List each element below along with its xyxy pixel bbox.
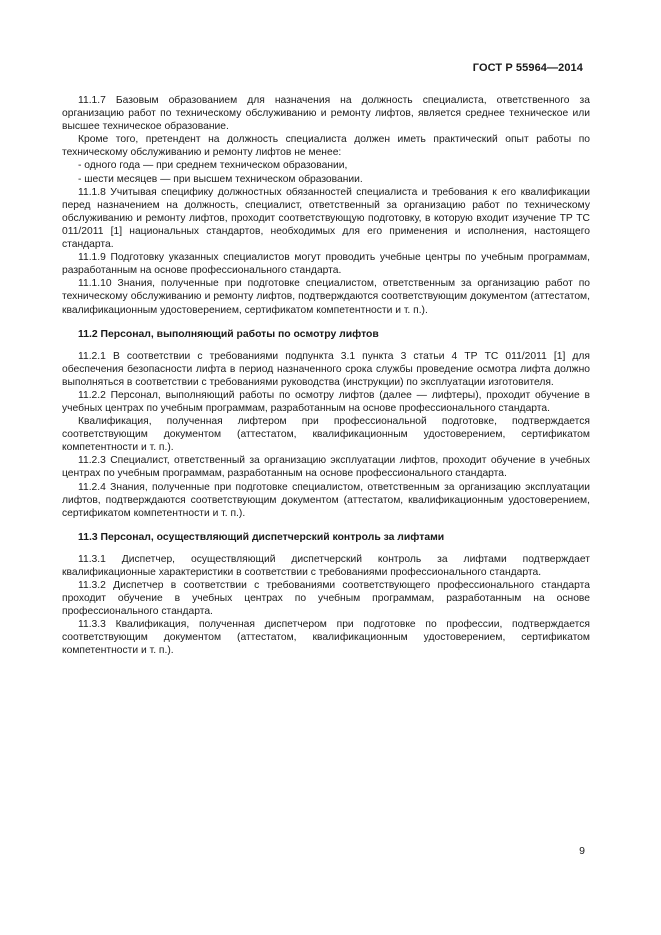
- document-standard-code: ГОСТ Р 55964—2014: [472, 62, 583, 74]
- paragraph-11-1-7: 11.1.7 Базовым образованием для назначения на должность специалиста, ответственного за организацию работ по техническому обслуживанию и ремонту лифтов, является среднее техническое или высшее техническое образование.: [62, 95, 590, 133]
- paragraph-11-3-2: 11.3.2 Диспетчер в соответствии с требованиями соответствующего профессионального стандарта проходит обучение в учебных центрах по учебным программам, разработанным на основе профессионального стандарта.: [62, 580, 590, 618]
- paragraph-experience: Кроме того, претендент на должность специалиста должен иметь практический опыт работы по техническому обслуживанию и ремонту лифтов не менее:: [62, 134, 590, 159]
- list-item: - шести месяцев — при высшем техническом образовании.: [78, 173, 363, 185]
- paragraph-11-2-2: 11.2.2 Персонал, выполняющий работы по осмотру лифтов (далее — лифтеры), проходит обучение в учебных центрах по учебным программам, разработанным на основе профессионального стандарта.: [62, 389, 590, 414]
- paragraph-qualification: Квалификация, полученная лифтером при профессиональной подготовке, подтверждается соответствующим документом (аттестатом, квалификационным удостоверением, сертификатом компетентности и т. п.).: [62, 416, 590, 454]
- paragraph-11-1-9: 11.1.9 Подготовку указанных специалистов могут проводить учебные центры по учебным программам, разработанным на основе профессионального стандарта.: [62, 252, 590, 277]
- page-number: 9: [579, 845, 585, 857]
- paragraph-11-3-1: 11.3.1 Диспетчер, осуществляющий диспетчерский контроль за лифтами подтверждает квалификационные характеристики в соответствии с требованиями профессионального стандарта.: [62, 553, 590, 578]
- paragraph-11-2-1: 11.2.1 В соответствии с требованиями подпункта 3.1 пункта 3 статьи 4 ТР ТС 011/2011 [1] для обеспечения безопасности лифта в период назначенного срока службы проведение осмотра лифта должно выполняться в соответствии с требованиями руководства (инструкции) по эксплуатации изготовителя.: [62, 350, 590, 388]
- paragraph-11-2-4: 11.2.4 Знания, полученные при подготовке специалистом, ответственным за организацию эксплуатации лифтов, подтверждаются соответствующим документом (аттестатом, квалификационным удостоверением, сертификатом компетентности и т. п.).: [62, 481, 590, 519]
- page-body: [62, 94, 590, 658]
- section-heading-11-2: 11.2 Персонал, выполняющий работы по осмотру лифтов: [78, 328, 379, 340]
- paragraph-11-1-10: 11.1.10 Знания, полученные при подготовке специалистом, ответственным за организацию работ по техническому обслуживанию и ремонту лифтов, подтверждаются соответствующим документом (аттестатом, квалификационным удостоверением, сертификатом компетентности и т. п.).: [62, 278, 590, 316]
- paragraph-11-2-3: 11.2.3 Специалист, ответственный за организацию эксплуатации лифтов, проходит обучение в учебных центрах по учебным программам, разработанным на основе профессионального стандарта.: [62, 455, 590, 480]
- list-item: - одного года — при среднем техническом образовании,: [78, 160, 348, 172]
- paragraph-11-3-3: 11.3.3 Квалификация, полученная диспетчером при подготовке по профессии, подтверждается соответствующим документом (аттестатом, квалификационным удостоверением, сертификатом компетентности и т. п.).: [62, 619, 590, 657]
- section-heading-11-3: 11.3 Персонал, осуществляющий диспетчерский контроль за лифтами: [78, 531, 445, 543]
- paragraph-11-1-8: 11.1.8 Учитывая специфику должностных обязанностей специалиста и требования к его квалификации перед назначением на должность, специалист, ответственный за организацию работ по техническому обслуживанию и ремонту лифтов, проходит соответствующую подготовку, в которую входит изучение ТР ТС 011/2011 [1] национальных стандартов, необходимых для его применения и исполнения, настоящего стандарта.: [62, 186, 590, 251]
